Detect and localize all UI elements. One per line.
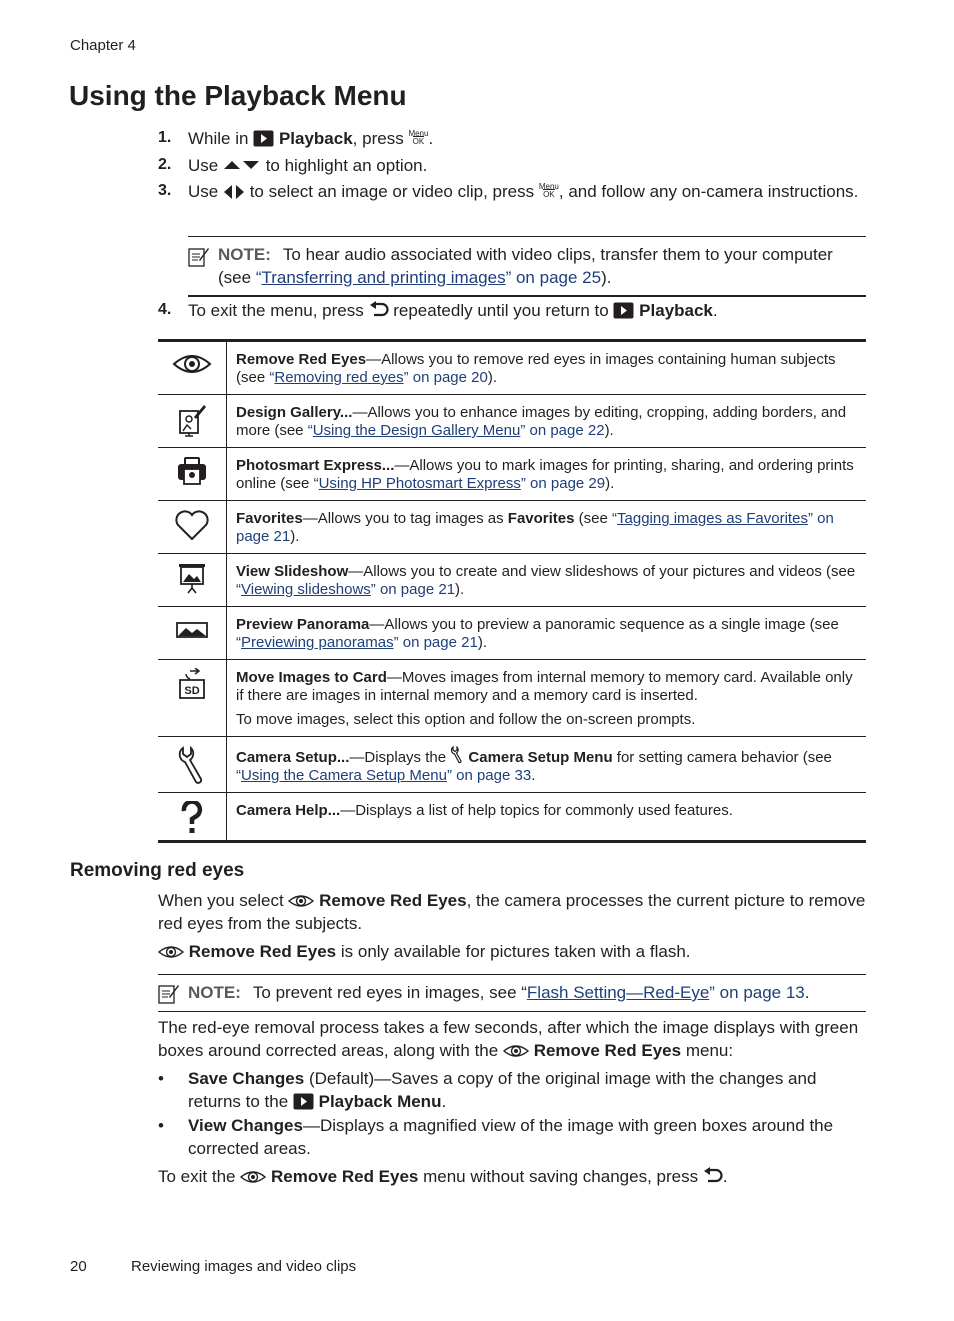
playback-icon [613, 302, 634, 319]
link-tagging-favorites[interactable]: “Tagging images as Favorites” on page 21 [236, 510, 834, 545]
note-icon [188, 246, 210, 268]
red-eye-icon [288, 893, 314, 909]
red-eye-icon [158, 944, 184, 960]
table-row: Design Gallery...—Allows you to enhance images by editing, cropping, adding borders, and more (see “Using the Design Gallery Menu” on page 22). [158, 395, 866, 448]
step-2: Use to highlight an option. [188, 156, 428, 175]
svg-text:SD: SD [184, 685, 200, 697]
link-hp-photosmart-express[interactable]: “Using HP Photosmart Express” on page 29 [313, 475, 606, 492]
step-3: Use to select an image or video clip, press Menu OK , and follow any on-camera instructions. [188, 182, 859, 201]
paragraph: To exit the Remove Red Eyes menu without saving changes, press . [158, 1167, 728, 1186]
step-number: 1. [158, 129, 172, 146]
section-heading: Removing red eyes [70, 860, 245, 881]
link-transferring-printing[interactable]: “Transferring and printing images” on page 25 [255, 267, 602, 287]
step-number: 4. [158, 301, 172, 318]
note-box: NOTE: To prevent red eyes in images, see “Flash Setting—Red-Eye” on page 13. [158, 974, 866, 1012]
step-number: 3. [158, 182, 172, 199]
table-row: Remove Red Eyes—Allows you to remove red eyes in images containing human subjects (see “Removing red eyes” on page 20). [158, 341, 866, 395]
step-4: To exit the menu, press repeatedly until you return to Playback. [188, 301, 718, 320]
up-down-arrows-icon [223, 159, 261, 171]
chapter-label: Chapter 4 [70, 37, 136, 54]
question-mark-icon [179, 801, 205, 835]
step-1: While in Playback, press Menu OK . [188, 129, 434, 148]
favorites-heart-icon [174, 509, 210, 541]
step-number: 2. [158, 156, 172, 173]
playback-icon [253, 130, 274, 147]
table-row: Camera Setup...—Displays the Camera Setup Menu for setting camera behavior (see “Using the Camera Setup Menu” on page 33. [158, 737, 866, 793]
panorama-icon [175, 619, 209, 643]
back-arrow-icon [369, 301, 389, 319]
photosmart-express-icon [176, 456, 208, 486]
link-removing-red-eyes[interactable]: “Removing red eyes” on page 20 [269, 369, 488, 386]
table-row: SD Move Images to Card—Moves images from internal memory to memory card. Available only if there are images in internal memory and a memory card is inserted. To move images, select this option and follow the on-screen prompts. [158, 660, 866, 737]
left-right-arrows-icon [223, 184, 245, 200]
menu-ok-button-icon: Menu OK [538, 182, 559, 199]
link-viewing-slideshows[interactable]: “Viewing slideshows” on page 21 [236, 581, 456, 598]
table-row: Preview Panorama—Allows you to preview a panoramic sequence as a single image (see “Previewing panoramas” on page 21). [158, 607, 866, 660]
paragraph: Remove Red Eyes is only available for pictures taken with a flash. [158, 941, 868, 964]
link-flash-setting-red-eye[interactable]: Flash Setting—Red-Eye” on page 13 [526, 983, 805, 1002]
page-number: 20 [70, 1258, 87, 1275]
footer-title: Reviewing images and video clips [131, 1258, 357, 1275]
red-eye-icon [172, 350, 212, 378]
page-title: Using the Playback Menu [69, 80, 407, 111]
table-row: Photosmart Express...—Allows you to mark images for printing, sharing, and ordering prints online (see “Using HP Photosmart Express” on page 29). [158, 448, 866, 501]
menu-ok-button-icon: Menu OK [408, 129, 429, 146]
table-row: View Slideshow—Allows you to create and view slideshows of your pictures and videos (see “Viewing slideshows” on page 21). [158, 554, 866, 607]
wrench-icon [450, 746, 464, 764]
note-icon [158, 983, 180, 1005]
link-design-gallery-menu[interactable]: “Using the Design Gallery Menu” on page 22 [307, 422, 605, 439]
wrench-icon [177, 745, 207, 785]
link-camera-setup-menu[interactable]: “Using the Camera Setup Menu” on page 33 [236, 767, 532, 784]
list-item: • View Changes—Displays a magnified view of the image with green boxes around the corrected areas. [158, 1116, 834, 1158]
link-previewing-panoramas[interactable]: “Previewing panoramas” on page 21 [236, 634, 478, 651]
paragraph: The red-eye removal process takes a few seconds, after which the image displays with green boxes around corrected areas, along with the Remove Red Eyes menu: [158, 1018, 859, 1060]
red-eye-icon [240, 1169, 266, 1185]
slideshow-icon [177, 562, 207, 594]
paragraph: When you select Remove Red Eyes, the camera processes the current picture to remove red eyes from the subjects. [158, 891, 866, 933]
playback-menu-table [158, 339, 866, 843]
note-box: NOTE: To hear audio associated with video clips, transfer them to your computer (see “Transferring and printing images” on page 25). [188, 236, 866, 297]
sd-card-icon [176, 668, 208, 700]
table-row: Favorites—Allows you to tag images as Favorites (see “Tagging images as Favorites” on page 21). [158, 501, 866, 554]
design-gallery-icon [177, 403, 207, 437]
back-arrow-icon [703, 1167, 723, 1185]
table-row: Camera Help...—Displays a list of help topics for commonly used features. [158, 793, 866, 842]
red-eye-icon [503, 1043, 529, 1059]
playback-icon [293, 1093, 314, 1110]
list-item: • Save Changes (Default)—Saves a copy of the original image with the changes and returns to the Playback Menu. [158, 1069, 817, 1111]
